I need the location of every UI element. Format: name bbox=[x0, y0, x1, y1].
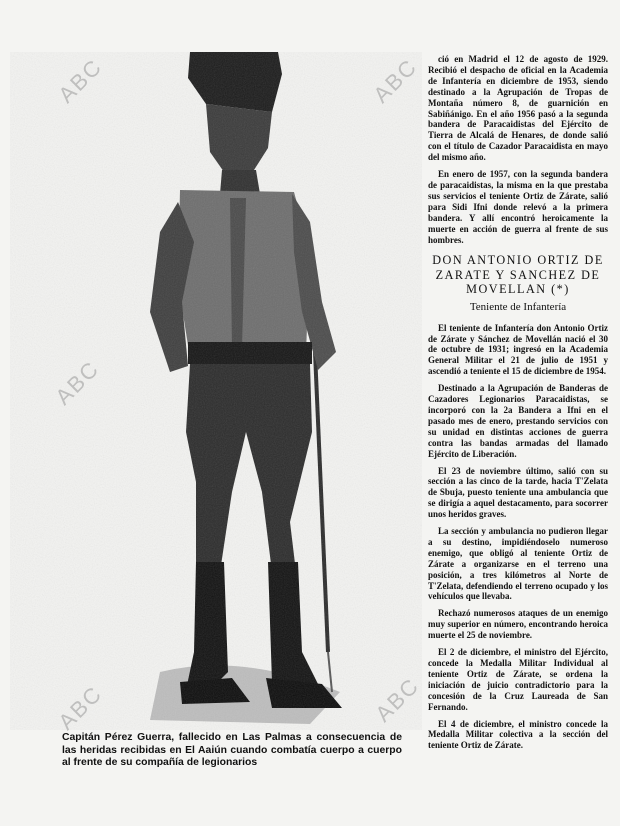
article-paragraph: El 4 de diciembre, el ministro concede la Medalla Militar colectiva a la sección del teniente Ortiz de Zárate. bbox=[428, 718, 608, 751]
photo-caption: Capitán Pérez Guerra, fallecido en Las Palmas a consecuencia de las heridas recibidas en El Aaiún cuando combatía cuerpo a cuerpo al frente de su compañía de legionarios bbox=[62, 732, 402, 768]
article-subheading: Teniente de Infantería bbox=[469, 300, 567, 313]
soldier-photo bbox=[10, 52, 422, 730]
article-paragraph: El 2 de diciembre, el ministro del Ejército, concede la Medalla Militar Individual al teniente Ortiz de Zárate, se ordena la iniciación de juicio contradictorio para la concesión de la Cruz Laureada de San Fernando. bbox=[428, 647, 608, 712]
abc-watermark: ABC bbox=[368, 53, 423, 108]
article-paragraph: ció en Madrid el 12 de agosto de 1929. Recibió el despacho de oficial en la Academia de Infantería en diciembre de 1953, siendo destinado a la Agrupación de Tropas de Montaña número 8, de guarnición en Sabiñánigo. En el año 1956 pasó a la segunda bandera de Paracaidistas del Ejército de Tierra de Alcalá de Henares, de donde salió con el título de Cazador Paracaidista en mayo del mismo año. bbox=[428, 54, 608, 163]
abc-watermark: ABC bbox=[53, 680, 108, 735]
article-paragraph: Rechazó numerosos ataques de un enemigo muy superior en número, encontrando heroica muerte el 25 de noviembre. bbox=[428, 608, 608, 641]
abc-watermark: ABC bbox=[50, 355, 105, 410]
abc-watermark: ABC bbox=[53, 53, 108, 108]
article-paragraph: El 23 de noviembre último, salió con su sección a las cinco de la tarde, hacia T'Zelata de Sbuja, puesto teniente una ambulancia que se dirigía a aquel destacamento, para socorrer unos heridos graves. bbox=[428, 465, 608, 520]
article-column bbox=[428, 54, 608, 757]
article-paragraph: Destinado a la Agrupación de Banderas de Cazadores Legionarios Paracaidistas, se incorporó con la 2a Bandera a Ifni en el pasado mes de enero, prestando servicios con su unidad en distintas acciones de guerra contra las bandas armadas del llamado Ejército de Liberación. bbox=[428, 383, 608, 459]
article-heading: DON ANTONIO ORTIZ DE ZARATE Y SANCHEZ DE MOVELLAN (*) bbox=[432, 253, 604, 297]
article-paragraph: La sección y ambulancia no pudieron llegar a su destino, impidiéndoselo numeroso enemigo, que obligó al teniente Ortiz de Zárate a organizarse en el terreno una posición, a tres kilómetros al Norte de T'Zelata, defendiendo el terreno ocupado y los vehículos que llevaba. bbox=[428, 526, 608, 602]
abc-watermark: ABC bbox=[370, 672, 425, 727]
article-paragraph: En enero de 1957, con la segunda bandera de paracaidistas, la misma en la que prestaba sus servicios el teniente Ortiz de Zárate, salió para Sidi Ifni donde relevó a la primera bandera. Y allí encontró heroicamente la muerte en acción de guerra al frente de sus hombres. bbox=[428, 169, 608, 245]
soldier-figure bbox=[10, 52, 422, 730]
article-paragraph: El teniente de Infantería don Antonio Ortiz de Zárate y Sánchez de Movellán nació el 30 de octubre de 1931; ingresó en la Academia General Militar el 21 de julio de 1951 y ascendió a teniente el 15 de diciembre de 1954. bbox=[428, 322, 608, 377]
